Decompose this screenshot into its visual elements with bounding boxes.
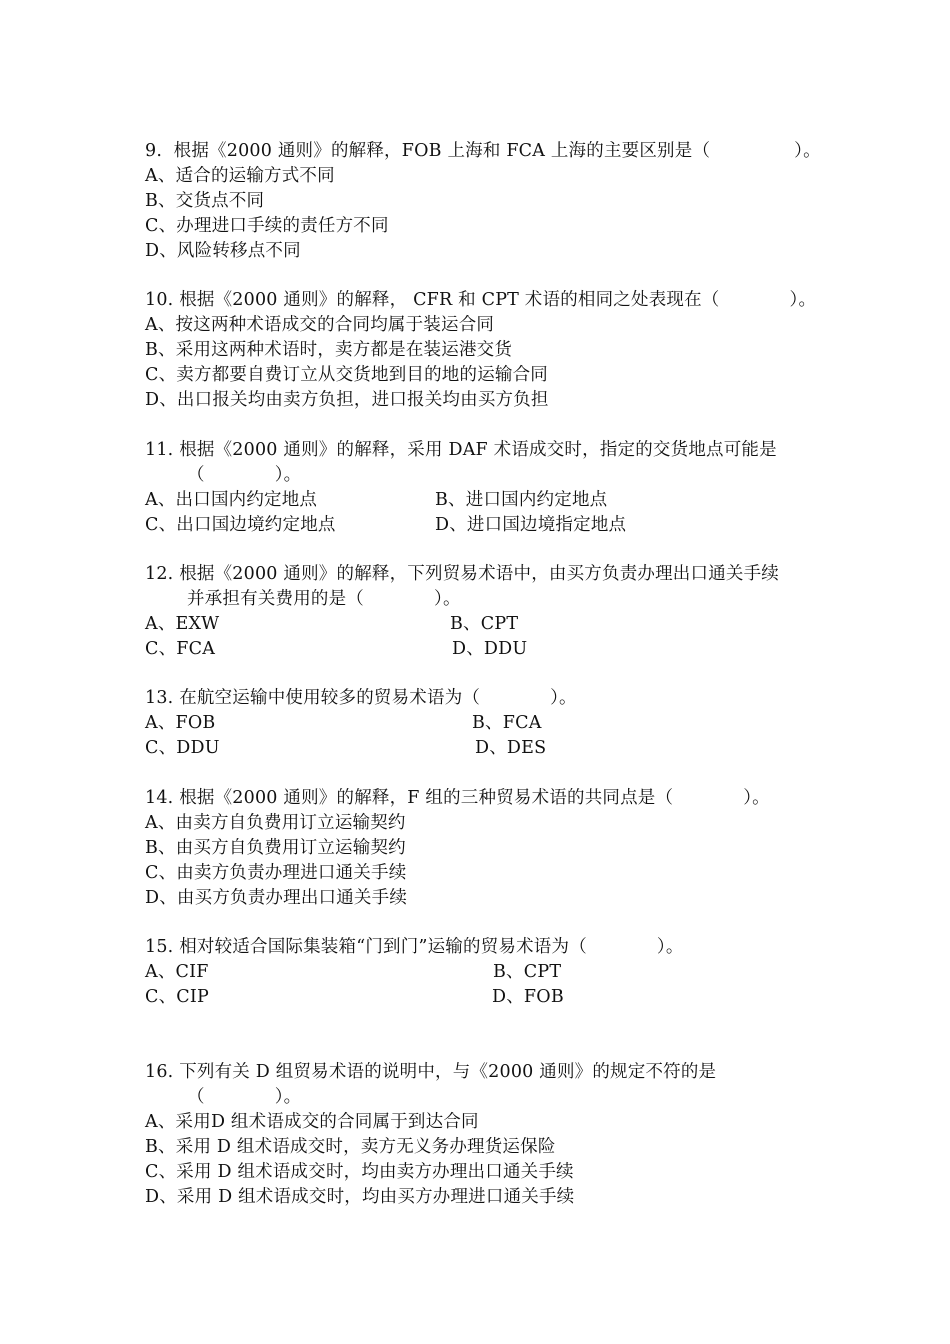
option-d: D、DDU: [452, 639, 528, 659]
option-d: D、风险转移点不同: [145, 241, 301, 261]
question-number: 9.: [145, 141, 163, 161]
option-c: C、DDU: [145, 738, 220, 758]
question-number: 15.: [145, 937, 174, 957]
question-number: 14.: [145, 788, 174, 808]
option-d: D、FOB: [492, 987, 564, 1007]
option-a: A、由卖方自负费用订立运输契约: [145, 813, 406, 833]
option-row: [145, 612, 810, 637]
question-15: [145, 935, 810, 1010]
option-d: D、采用 D 组术语成交时，均由买方办理进口通关手续: [145, 1187, 575, 1207]
option-a: A、采用D 组术语成交的合同属于到达合同: [145, 1112, 479, 1132]
option-b: B、CPT: [450, 614, 519, 634]
option-c: C、由卖方负责办理进口通关手续: [145, 863, 407, 883]
option-row: [145, 960, 810, 985]
question-stem: 13. 在航空运输中使用较多的贸易术语为（ ）。: [145, 688, 577, 708]
question-stem: 16. 下列有关 D 组贸易术语的说明中，与《2000 通则》的规定不符的是: [145, 1062, 717, 1082]
question-11: [145, 438, 810, 538]
option-d: D、DES: [475, 738, 547, 758]
option-b: B、CPT: [493, 962, 562, 982]
option-row: [145, 637, 810, 662]
question-number: 11.: [145, 440, 174, 460]
question-stem-continued: （ ）。: [187, 1087, 302, 1107]
question-stem: 10. 根据《2000 通则》的解释， CFR 和 CPT 术语的相同之处表现在（ ）。: [145, 290, 817, 310]
option-row: [145, 513, 810, 538]
question-stem: 15. 相对较适合国际集装箱“门到门”运输的贸易术语为（ ）。: [145, 937, 684, 957]
option-a: A、EXW: [145, 614, 220, 634]
question-stem: 11. 根据《2000 通则》的解释，采用 DAF 术语成交时，指定的交货地点可能是: [145, 440, 777, 460]
question-16: [145, 1060, 810, 1210]
question-12: [145, 562, 810, 662]
option-c: C、CIP: [145, 987, 209, 1007]
question-number: 16.: [145, 1062, 174, 1082]
option-a: A、按这两种术语成交的合同均属于装运合同: [145, 315, 495, 335]
option-d: D、进口国边境指定地点: [435, 515, 627, 535]
question-14: [145, 786, 810, 911]
option-a: A、CIF: [145, 962, 209, 982]
option-a: A、出口国内约定地点: [145, 490, 318, 510]
question-stem: 14. 根据《2000 通则》的解释，F 组的三种贸易术语的共同点是（ ）。: [145, 788, 770, 808]
option-b: B、FCA: [472, 713, 542, 733]
option-d: D、出口报关均由卖方负担，进口报关均由买方负担: [145, 390, 549, 410]
question-stem: 12. 根据《2000 通则》的解释，下列贸易术语中，由买方负责办理出口通关手续: [145, 564, 779, 584]
question-stem-continued: 并承担有关费用的是（ ）。: [187, 589, 461, 609]
option-c: C、FCA: [145, 639, 216, 659]
option-row: [145, 711, 810, 736]
option-a: A、适合的运输方式不同: [145, 166, 335, 186]
option-c: C、采用 D 组术语成交时，均由卖方办理出口通关手续: [145, 1162, 574, 1182]
option-c: C、卖方都要自费订立从交货地到目的地的运输合同: [145, 365, 548, 385]
option-a: A、FOB: [145, 713, 216, 733]
option-b: B、进口国内约定地点: [435, 490, 608, 510]
question-number: 12.: [145, 564, 174, 584]
option-c: C、办理进口手续的责任方不同: [145, 216, 389, 236]
question-number: 13.: [145, 688, 174, 708]
question-13: [145, 686, 810, 761]
option-b: B、采用 D 组术语成交时，卖方无义务办理货运保险: [145, 1137, 556, 1157]
question-9: [145, 139, 821, 264]
option-row: [145, 985, 810, 1010]
question-stem-continued: （ ）。: [187, 465, 302, 485]
option-b: B、由买方自负费用订立运输契约: [145, 838, 406, 858]
option-b: B、交货点不同: [145, 191, 265, 211]
option-row: [145, 488, 810, 513]
option-b: B、采用这两种术语时，卖方都是在装运港交货: [145, 340, 513, 360]
question-number: 10.: [145, 290, 174, 310]
question-10: [145, 288, 817, 413]
question-stem: 9. 根据《2000 通则》的解释，FOB 上海和 FCA 上海的主要区别是（ ）。: [145, 141, 821, 161]
option-c: C、出口国边境约定地点: [145, 515, 336, 535]
option-row: [145, 736, 810, 761]
option-d: D、由买方负责办理出口通关手续: [145, 888, 408, 908]
